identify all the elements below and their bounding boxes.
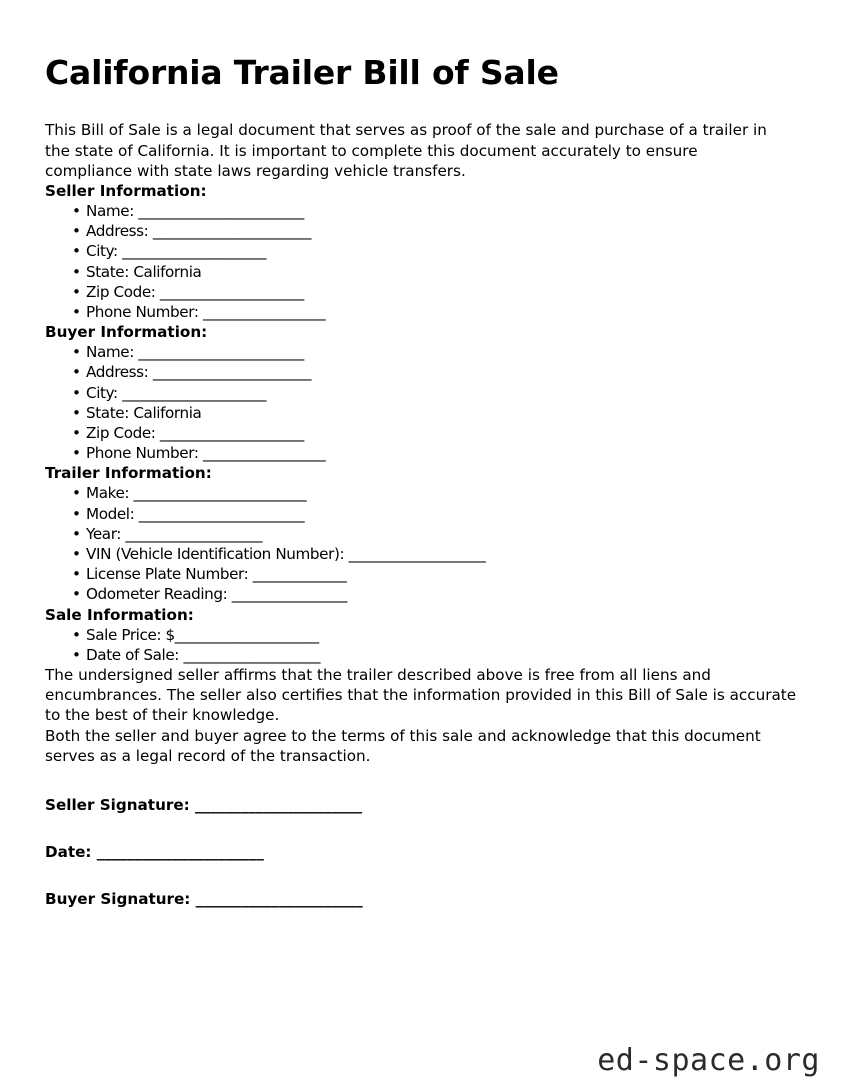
field-trailer-license-plate: License Plate Number: _____________: [86, 565, 347, 584]
closing-paragraph-agreement: Both the seller and buyer agree to the terms of this sale and acknowledge that this document serves as a legal record of the transaction.: [45, 726, 761, 765]
list-item: [45, 262, 799, 282]
list-item: [45, 201, 799, 221]
section-heading-buyer: Buyer Information:: [45, 323, 208, 342]
section-heading-sale: Sale Information:: [45, 605, 194, 624]
watermark: ed-space.org: [597, 1043, 820, 1078]
sale-field-list: [45, 625, 799, 665]
field-buyer-city: City: ____________________: [86, 383, 267, 402]
page-title: California Trailer Bill of Sale: [45, 53, 559, 92]
list-item: [45, 504, 799, 524]
field-sale-date: Date of Sale: ___________________: [86, 645, 321, 664]
field-seller-city: City: ____________________: [86, 242, 267, 261]
seller-field-list: [45, 201, 799, 322]
field-buyer-address: Address: ______________________: [86, 363, 312, 382]
list-item: [45, 544, 799, 564]
signature-block: [45, 795, 799, 909]
list-item: [45, 403, 799, 423]
field-buyer-state: State: California: [86, 403, 202, 422]
field-trailer-make: Make: ________________________: [86, 484, 307, 503]
list-item: [45, 221, 799, 241]
list-item: [45, 483, 799, 503]
list-item: [45, 362, 799, 382]
section-heading-seller: Seller Information:: [45, 181, 207, 200]
field-seller-phone: Phone Number: _________________: [86, 302, 326, 321]
intro-paragraph: This Bill of Sale is a legal document that serves as proof of the sale and purchase of a trailer in the state of California. It is important to complete this document accurately to ensure compliance with state laws regarding vehicle transfers.: [45, 121, 767, 180]
list-item: [45, 302, 799, 322]
closing-paragraph-affirmation: The undersigned seller affirms that the trailer described above is free from all liens and encumbrances. The seller also certifies that the information provided in this Bill of Sale is accurate to the best of their knowledge.: [45, 665, 797, 725]
seller-signature-line[interactable]: Seller Signature: ______________________: [45, 795, 363, 814]
list-item: [45, 625, 799, 645]
buyer-signature-line[interactable]: Buyer Signature: ______________________: [45, 889, 363, 908]
field-trailer-vin: VIN (Vehicle Identification Number): ___________________: [86, 544, 486, 563]
field-seller-state: State: California: [86, 262, 202, 281]
list-item: [45, 241, 799, 261]
field-trailer-model: Model: _______________________: [86, 504, 305, 523]
field-buyer-phone: Phone Number: _________________: [86, 444, 326, 463]
list-item: [45, 645, 799, 665]
list-item: [45, 524, 799, 544]
list-item: [45, 342, 799, 362]
list-item: [45, 383, 799, 403]
list-item: [45, 584, 799, 604]
list-item: [45, 423, 799, 443]
field-buyer-zip: Zip Code: ____________________: [86, 423, 304, 442]
trailer-field-list: [45, 483, 799, 604]
list-item: [45, 282, 799, 302]
field-trailer-odometer: Odometer Reading: ________________: [86, 585, 347, 604]
section-heading-trailer: Trailer Information:: [45, 464, 212, 483]
buyer-field-list: [45, 342, 799, 463]
field-sale-price: Sale Price: $____________________: [86, 625, 319, 644]
list-item: [45, 564, 799, 584]
field-seller-zip: Zip Code: ____________________: [86, 282, 304, 301]
document-content: [45, 0, 799, 909]
field-seller-address: Address: ______________________: [86, 222, 312, 241]
field-seller-name: Name: _______________________: [86, 201, 304, 220]
field-trailer-year: Year: ___________________: [86, 524, 263, 543]
list-item: [45, 443, 799, 463]
field-buyer-name: Name: _______________________: [86, 343, 304, 362]
signature-date-line[interactable]: Date: ______________________: [45, 842, 264, 861]
